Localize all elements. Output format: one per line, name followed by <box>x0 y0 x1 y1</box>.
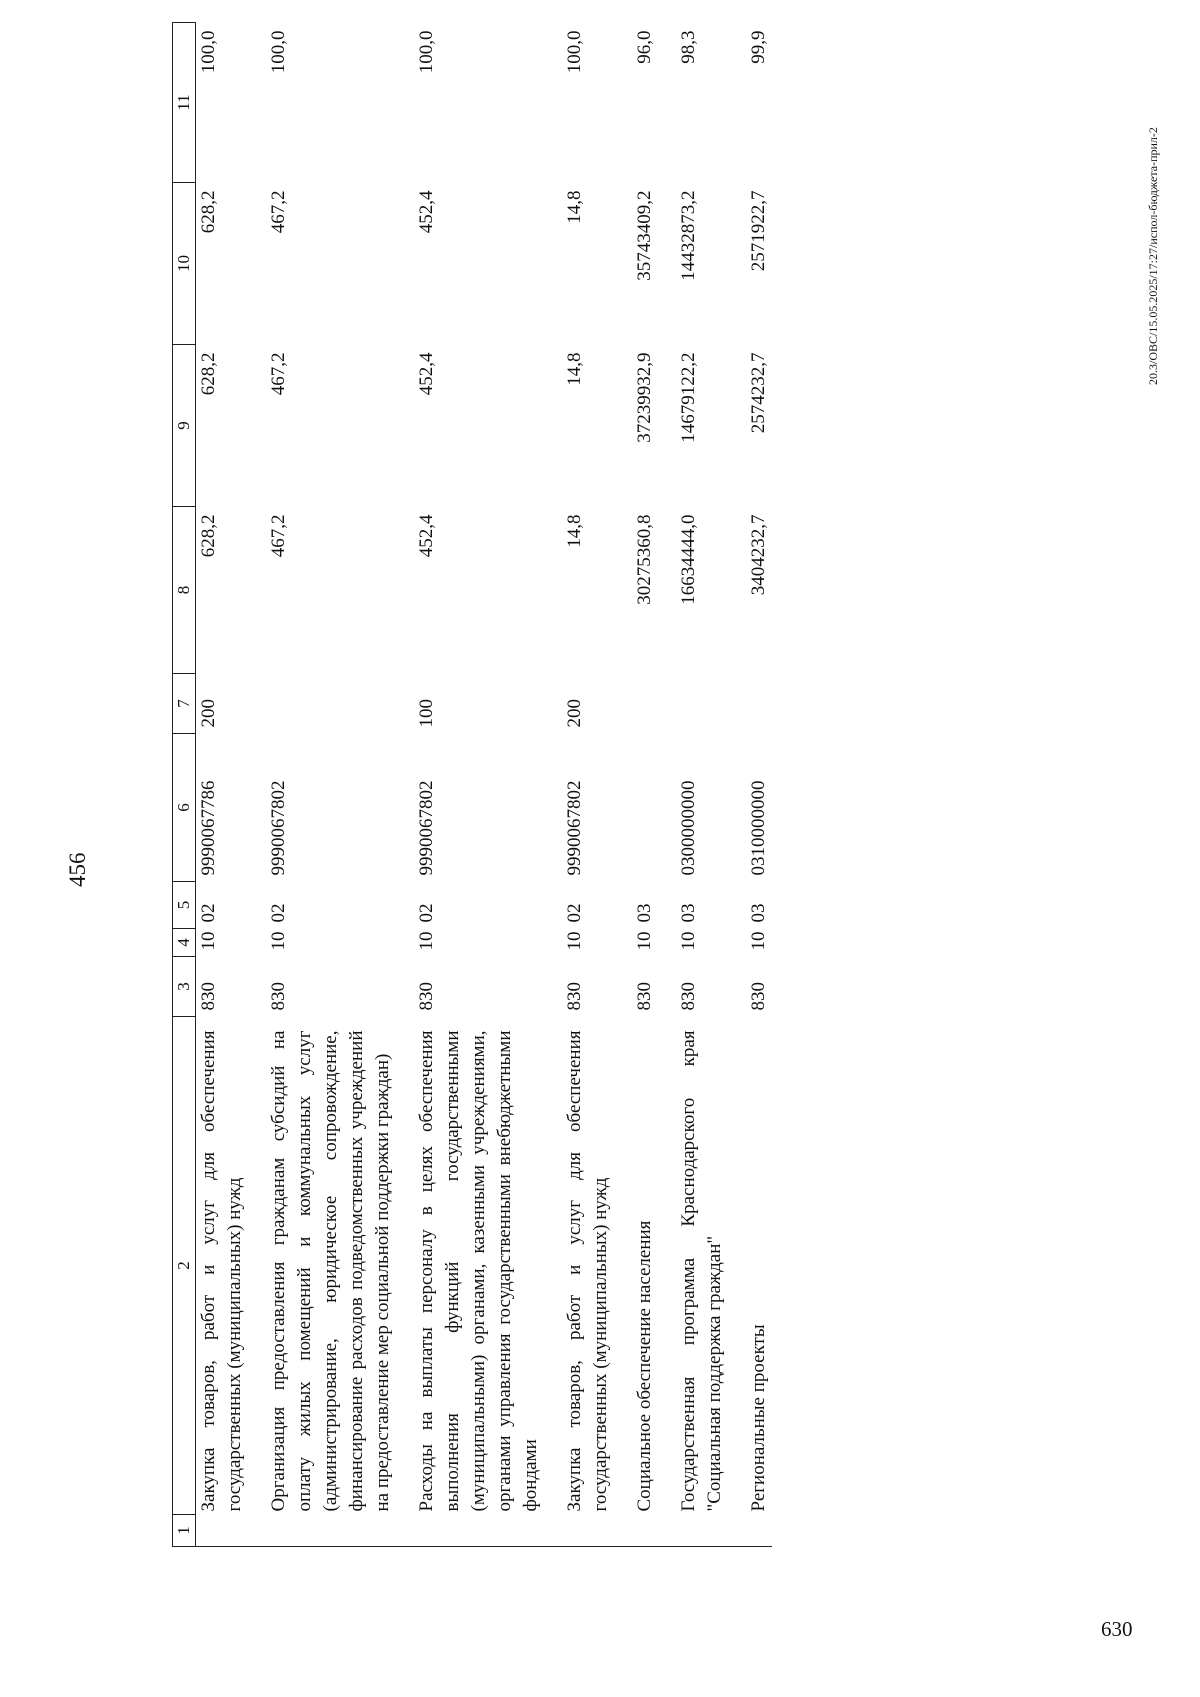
cell-pr: 02 <box>198 903 219 923</box>
cell-ved: 830 <box>268 982 289 1011</box>
table-row <box>632 23 658 1547</box>
cell-rz: 10 <box>634 931 655 951</box>
cell-ved: 830 <box>634 982 655 1011</box>
row-name: Закупка товаров, работ и услуг для обеспечения государственных (муниципальных) нужд <box>198 1030 245 1512</box>
table-row <box>676 23 728 1547</box>
cell-vr <box>632 674 658 734</box>
cell-rz: 10 <box>416 931 437 951</box>
header-cell: 4 <box>173 929 196 957</box>
cell-vr <box>266 674 396 734</box>
cell-vr: 100 <box>416 699 437 728</box>
cell-csr: 0300000000 <box>678 780 699 876</box>
cell-rz: 10 <box>268 931 289 951</box>
cell-pr: 02 <box>268 903 289 923</box>
cell-percent: 99,9 <box>748 30 769 64</box>
cell-vr <box>746 674 772 734</box>
cell-csr: 9990067802 <box>268 780 289 876</box>
cell-executed: 35743409,2 <box>634 190 655 281</box>
cell-plan: 628,2 <box>198 352 219 396</box>
cell-rz: 10 <box>564 931 585 951</box>
cell-approved: 16634444,0 <box>678 514 699 605</box>
cell-plan: 14679122,2 <box>678 352 699 443</box>
cell-csr: 9990067802 <box>564 780 585 876</box>
row-name: Организация предоставления гражданам субсидий на оплату жилых помещений и коммунальных услуг (администрирование, юридическое сопровождение, финансирование расходов подведомственных учреждений на предоставление мер социальной поддержки граждан) <box>268 1030 393 1512</box>
cell-csr: 9990067802 <box>416 780 437 876</box>
row-name: Региональные проекты <box>748 1324 769 1512</box>
row-name: Социальное обеспечение населения <box>634 1220 655 1512</box>
cell-pr: 02 <box>416 903 437 923</box>
document-footer-id: 20.3/ОВС/15.05.2025/17:27/испол-бюджета-прил-2 <box>1146 127 1160 385</box>
cell-ved: 830 <box>678 982 699 1011</box>
cell-ved: 830 <box>198 982 219 1011</box>
cell-executed: 467,2 <box>268 190 289 234</box>
header-cell: 10 <box>173 183 196 345</box>
cell-pr: 02 <box>564 903 585 923</box>
table-header <box>173 23 196 1547</box>
cell-rz: 10 <box>678 931 699 951</box>
table-row <box>196 23 249 1547</box>
page-number: 630 <box>1101 1617 1133 1641</box>
cell-executed: 2571922,7 <box>748 190 769 272</box>
header-cell: 11 <box>173 23 196 183</box>
cell-executed: 14,8 <box>564 190 585 224</box>
cell-executed: 452,4 <box>416 190 437 234</box>
cell-plan: 452,4 <box>416 352 437 396</box>
sheet-number: 456 <box>65 852 90 887</box>
cell-plan: 14,8 <box>564 352 585 386</box>
header-cell: 7 <box>173 674 196 734</box>
cell-percent: 100,0 <box>564 30 585 74</box>
cell-vr: 200 <box>564 699 585 728</box>
cell-pr: 03 <box>678 903 699 923</box>
cell-approved: 3404232,7 <box>748 514 769 596</box>
header-cell: 1 <box>173 1515 196 1547</box>
cell-ved: 830 <box>748 982 769 1011</box>
cell-rz: 10 <box>198 931 219 951</box>
header-cell: 2 <box>173 1017 196 1515</box>
cell-plan: 467,2 <box>268 352 289 396</box>
row-name: Государственная программа Краснодарского края "Социальная поддержка граждан" <box>678 1030 725 1512</box>
cell-ved: 830 <box>564 982 585 1011</box>
header-cell: 6 <box>173 734 196 882</box>
cell-pr: 03 <box>748 903 769 923</box>
cell-vr <box>676 674 728 734</box>
cell-executed: 14432873,2 <box>678 190 699 281</box>
header-cell: 9 <box>173 345 196 507</box>
row-name: Закупка товаров, работ и услуг для обеспечения государственных (муниципальных) нужд <box>564 1030 611 1512</box>
cell-executed: 628,2 <box>198 190 219 234</box>
table-row <box>562 23 614 1547</box>
cell-approved: 628,2 <box>198 514 219 558</box>
row-name: Расходы на выплаты персоналу в целях обеспечения выполнения функций государственными (муниципальными) органами, казенными учреждениями, органами управления государственными внебюджетными фондами <box>416 1030 541 1512</box>
header-cell: 8 <box>173 507 196 674</box>
table-row <box>266 23 396 1547</box>
header-cell: 5 <box>173 882 196 929</box>
cell-approved: 467,2 <box>268 514 289 558</box>
cell-approved: 30275360,8 <box>634 514 655 605</box>
cell-approved: 14,8 <box>564 514 585 548</box>
cell-percent: 100,0 <box>198 30 219 74</box>
cell-approved: 452,4 <box>416 514 437 558</box>
cell-plan: 2574232,7 <box>748 352 769 434</box>
cell-percent: 96,0 <box>634 30 655 64</box>
cell-csr: 0310000000 <box>748 780 769 876</box>
cell-csr <box>632 734 658 882</box>
cell-plan: 37239932,9 <box>634 352 655 443</box>
cell-pr: 03 <box>634 903 655 923</box>
header-cell: 3 <box>173 957 196 1017</box>
cell-rz: 10 <box>748 931 769 951</box>
table-row <box>746 23 772 1547</box>
cell-ved: 830 <box>416 982 437 1011</box>
table-row <box>414 23 544 1547</box>
cell-vr: 200 <box>198 699 219 728</box>
cell-percent: 100,0 <box>416 30 437 74</box>
cell-percent: 98,3 <box>678 30 699 64</box>
cell-csr: 9990067786 <box>198 780 219 876</box>
cell-percent: 100,0 <box>268 30 289 74</box>
budget-table <box>172 22 772 1547</box>
